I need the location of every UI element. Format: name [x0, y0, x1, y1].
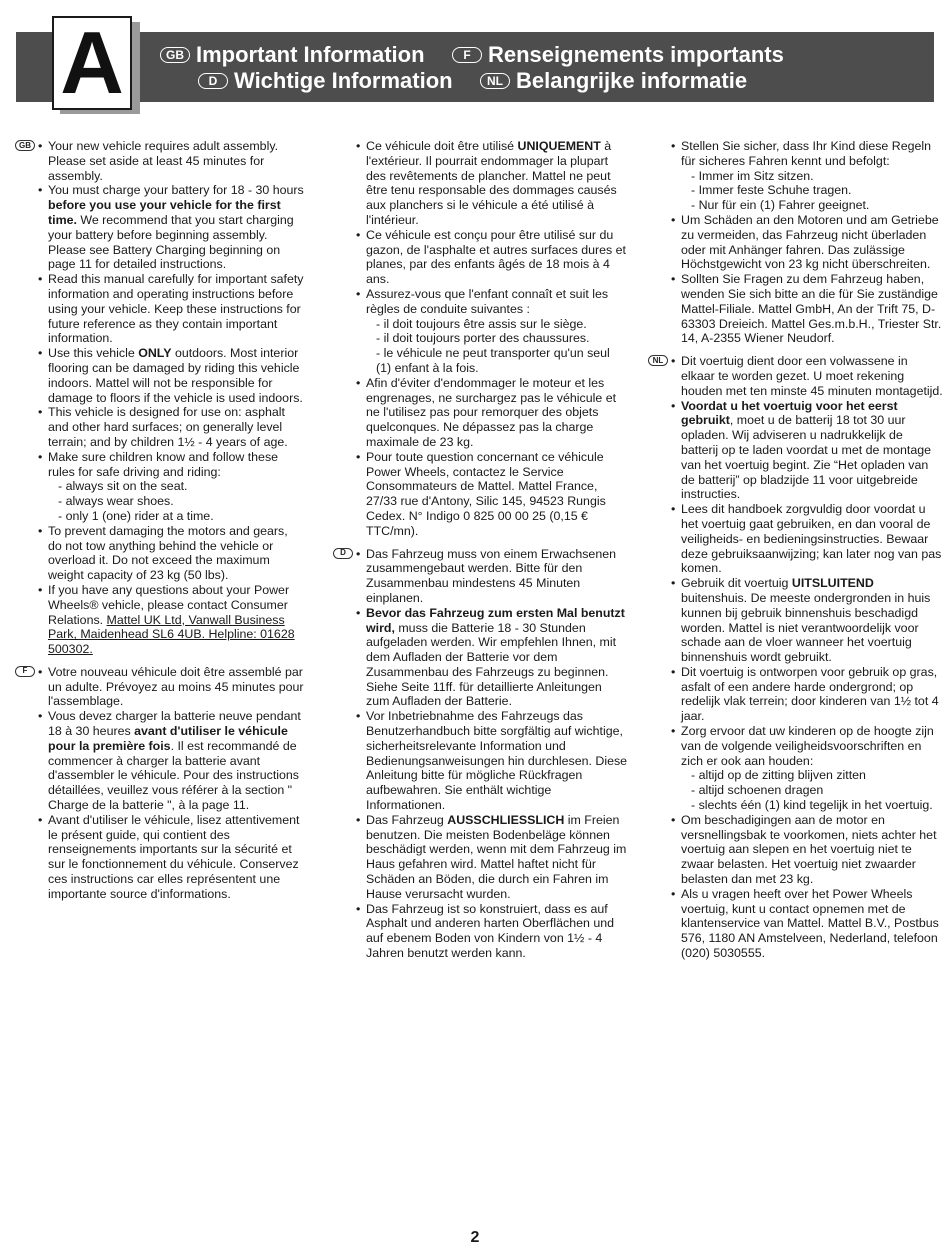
- f-badge: F: [15, 666, 35, 677]
- f-rule-1: - il doit toujours être assis sur le siège.: [376, 316, 587, 331]
- d-list-part-1: [366, 547, 628, 961]
- gb-item-4: • Use this vehicle ONLY outdoors. Most interior flooring can be damaged by riding this vehicle indoors. Mattel will not be responsible for damage to floors if the vehicle is used indoors.: [48, 346, 304, 405]
- gb-item-2: • You must charge your battery for 18 - 30 hours before you use your vehicle for the first time. We recommend that you start charging your battery before beginning assembly. Please see Battery Charging beginning on page 11 for detailed instructions.: [48, 183, 304, 272]
- d-item-2: • Bevor das Fahrzeug zum ersten Mal benutzt wird, muss die Batterie 18 - 30 Stunden aufgeladen werden. Wir empfehlen Ihnen, mit dem Aufladen der Batterie vor dem Zusammenbau des Fahrzeugs zu beginnen. Siehe Seite 11ff. für detaillierte Anleitungen zum Aufladen der Batterie.: [366, 606, 628, 710]
- section-f-continued: [366, 139, 628, 539]
- gb-language-badge: GB: [160, 47, 190, 63]
- nl-item-6: • Zorg ervoor dat uw kinderen op de hoogte zijn van de volgende veiligheidsvoorschriften en zich er ook aan houden: - altijd op de zitting blijven zitten - altijd schoenen dragen - slechts één (1) kind tegelijk in het voertuig.: [681, 724, 943, 813]
- title-d: [198, 68, 453, 94]
- d-rule-2: - Immer feste Schuhe tragen.: [691, 183, 852, 198]
- section-d-continued: [681, 139, 943, 346]
- gb-list: [48, 139, 304, 657]
- title-gb: [160, 42, 425, 68]
- d-item-4: • Das Fahrzeug AUSSCHLIESSLICH im Freien benutzen. Die meisten Bodenbeläge können beschädigt werden, wenn mit dem Fahrzeug im Haus gefahren wird. Mattel haftet nicht für Schäden an Böden, die durch ein Fahren im Hause verursacht wurden.: [366, 813, 628, 902]
- title-gb-text: Important Information: [196, 42, 425, 67]
- nl-item-5: • Dit voertuig is ontworpen voor gebruik op gras, asfalt of een andere harde ondergrond; op redelijk vlak terrein; door kinderen van 1½ tot 4 jaar.: [681, 665, 943, 724]
- nl-item-4: • Gebruik dit voertuig UITSLUITEND buitenshuis. De meeste ondergronden in huis kunnen bij gebruik binnenshuis beschadigd worden. Mattel is niet verantwoordelijk voor schade aan de vloer wanneer het voertuig binnenshuis wordt gebruikt.: [681, 576, 943, 665]
- column-1: [19, 139, 304, 902]
- nl-item-8: • Als u vragen heeft over het Power Wheels voertuig, kunt u contact opnemen met de klantenservice van Mattel. Mattel B.V., Postbus 576, 1180 AN Amstelveen, Nederland, telefoon (020) 5030555.: [681, 887, 943, 961]
- d-item-8: • Sollten Sie Fragen zu dem Fahrzeug haben, wenden Sie sich bitte an die für Sie zuständige Mattel-Filiale. Mattel GmbH, An der Trift 75, D-63303 Dreieich. Mattel Ges.m.b.H., Triester Str. 14, A-2355 Wiener Neudorf.: [681, 272, 943, 346]
- nl-rule-1: - altijd op de zitting blijven zitten: [691, 768, 866, 783]
- nl-item-2: • Voordat u het voertuig voor het eerst gebruikt, moet u de batterij 18 tot 30 uur opladen. Wij adviseren u nadrukkelijk de batterij op te laden voordat u met de montage van het voertuig begint. Zie “Het opladen van de batterij” op bladzijde 11 voor uitgebreide instructies.: [681, 399, 943, 503]
- d-item-3: • Vor Inbetriebnahme des Fahrzeugs das Benutzerhandbuch bitte sorgfältig auf wichtige, sicherheitsrelevante Information und Bedienungsanweisungen hin durchlesen. Diese Anleitung bitte für mögliche Rückfragen aufbewahren. Sie enthält wichtige Informationen.: [366, 709, 628, 813]
- f-rule-2: - il doit toujours porter des chaussures.: [376, 331, 590, 346]
- gb-item-7: • To prevent damaging the motors and gears, do not tow anything behind the vehicle or overload it. Do not exceed the maximum weight capacity of 23 kg (50 lbs).: [48, 524, 304, 583]
- gb-rules-list: [48, 479, 304, 523]
- title-f-text: Renseignements importants: [488, 42, 784, 67]
- f-list-part-2: [366, 139, 628, 539]
- d-item-7: • Um Schäden an den Motoren und am Getriebe zu vermeiden, das Fahrzeug nicht überladen oder mit Anhänger fahren. Das zulässige Höchstgewicht von 23 kg nicht überschreiten.: [681, 213, 943, 272]
- section-f: [22, 664, 304, 902]
- title-f: [452, 42, 784, 68]
- f-rule-3: - le véhicule ne peut transporter qu'un seul (1) enfant à la fois.: [376, 346, 610, 375]
- d-item-5: • Das Fahrzeug ist so konstruiert, dass es auf Asphalt und anderen harten Oberflächen und auf ebenem Boden von Kindern von 1½ - 4 Jahren benutzt werden kann.: [366, 902, 628, 961]
- column-2: [340, 139, 628, 961]
- d-item-1: • Das Fahrzeug muss von einem Erwachsenen zusammengebaut werden. Bitte für den Zusammenbau mindestens 45 Minuten einplanen.: [366, 547, 628, 606]
- gb-rule-3: - only 1 (one) rider at a time.: [58, 508, 214, 523]
- nl-item-1: • Dit voertuig dient door een volwassene in elkaar te worden gezet. U moet rekening houden met ten minste 45 minuten montagetijd.: [681, 354, 943, 398]
- f-language-badge: F: [452, 47, 482, 63]
- gb-contact-address: Mattel UK Ltd, Vanwall Business Park, Maidenhead SL6 4UB. Helpline: 01628 500302.: [48, 612, 295, 657]
- nl-language-badge: NL: [480, 73, 510, 89]
- f-item-7: • Afin d'éviter d'endommager le moteur et les engrenages, ne surchargez pas le véhicule et ne l'utilisez pas pour remorquer des objets quelconques. Ne dépassez pas la charge maximale de 23 kg.: [366, 376, 628, 450]
- gb-item-6: • Make sure children know and follow these rules for safe driving and riding: - always sit on the seat. - always wear shoes. - only 1 (one) rider at a time.: [48, 450, 304, 524]
- nl-item-3: • Lees dit handboek zorgvuldig door voordat u het voertuig gaat gebruiken, en dan vooral de veiligheids- en bedieningsinstructies. Bewaar deze gebruiksaanwijzing; kan later nog van pas komen.: [681, 502, 943, 576]
- d-rules-list: [681, 169, 943, 213]
- d-rule-3: - Nur für ein (1) Fahrer geeignet.: [691, 198, 870, 213]
- f-item-4: • Ce véhicule doit être utilisé UNIQUEMENT à l'extérieur. Il pourrait endommager la plupart des revêtements de plancher. Mattel ne peut être tenu responsable des dommages causés aux planchers si le véhicule a été utilisé à l'intérieur.: [366, 139, 628, 228]
- f-item-2: • Vous devez charger la batterie neuve pendant 18 à 30 heures avant d'utiliser le véhicule pour la première fois. Il est recommandé de commencer à charger la batterie avant d'assembler le véhicule. Pour des instructions détaillées, veuillez vous référer à la section " Charge de la batterie ", à la page 11.: [48, 709, 304, 813]
- page-number: 2: [470, 1229, 480, 1246]
- title-nl-text: Belangrijke informatie: [516, 68, 748, 93]
- gb-rule-2: - always wear shoes.: [58, 494, 174, 509]
- section-gb: [19, 139, 304, 657]
- section-d: [340, 546, 628, 961]
- gb-badge: GB: [15, 140, 35, 151]
- nl-badge: NL: [648, 355, 668, 366]
- f-rules-list: [366, 317, 628, 376]
- f-list-part-1: [48, 665, 304, 902]
- d-item-6: • Stellen Sie sicher, dass Ihr Kind diese Regeln für sicheres Fahren kennt und befolgt: - Immer im Sitz sitzen. - Immer feste Schuhe tragen. - Nur für ein (1) Fahrer geeignet.: [681, 139, 943, 213]
- f-item-5: • Ce véhicule est conçu pour être utilisé sur du gazon, de l'asphalte et autres surfaces dures et planes, par des enfants âgés de 18 mois à 4 ans.: [366, 228, 628, 287]
- nl-rule-2: - altijd schoenen dragen: [691, 783, 824, 798]
- title-d-text: Wichtige Information: [234, 68, 453, 93]
- section-nl: [652, 354, 943, 961]
- d-badge: D: [333, 548, 353, 559]
- nl-rules-list: [681, 768, 943, 812]
- gb-item-3: • Read this manual carefully for important safety information and operating instructions before using your vehicle. Keep these instructions for future reference as they contain important information.: [48, 272, 304, 346]
- gb-item-8: • If you have any questions about your Power Wheels® vehicle, please contact Consumer Relations. Mattel UK Ltd, Vanwall Business Park, Maidenhead SL6 4UB. Helpline: 01628 500302.: [48, 583, 304, 657]
- section-letter: A: [52, 16, 132, 110]
- nl-rule-3: - slechts één (1) kind tegelijk in het voertuig.: [691, 798, 933, 813]
- f-item-8: • Pour toute question concernant ce véhicule Power Wheels, contactez le Service Consommateurs de Mattel. Mattel France, 27/33 rue d'Antony, Silic 145, 94523 Rungis Cedex. N° Indigo 0 825 00 00 25 (0,15 € TTC/mn).: [366, 450, 628, 539]
- column-3: [652, 139, 943, 961]
- d-language-badge: D: [198, 73, 228, 89]
- f-item-3: • Avant d'utiliser le véhicule, lisez attentivement le présent guide, qui contient des renseignements importants sur la sécurité et sur le fonctionnement du véhicule. Conservez ces instructions car elles représentent une importante source d'informations.: [48, 813, 304, 902]
- d-rule-1: - Immer im Sitz sitzen.: [691, 168, 814, 183]
- gb-rule-1: - always sit on the seat.: [58, 479, 188, 494]
- nl-list: [681, 354, 943, 961]
- gb-item-5: • This vehicle is designed for use on: asphalt and other hard surfaces; on generally level terrain; and by children 1½ - 4 years of age.: [48, 405, 304, 449]
- d-list-part-2: [681, 139, 943, 346]
- f-item-1: • Votre nouveau véhicule doit être assemblé par un adulte. Prévoyez au moins 45 minutes pour l'assemblage.: [48, 665, 304, 709]
- f-item-6: • Assurez-vous que l'enfant connaît et suit les règles de conduite suivantes : - il doit toujours être assis sur le siège. - il doit toujours porter des chaussures. - le véhicule ne peut transporter qu'un seul (1) enfant à la fois.: [366, 287, 628, 376]
- gb-item-1: • Your new vehicle requires adult assembly. Please set aside at least 45 minutes for assembly.: [48, 139, 304, 183]
- nl-item-7: • Om beschadigingen aan de motor en versnellingsbak te voorkomen, niets achter het voertuig aan slepen en het voertuig niet te zwaar belasten. Het voertuig niet zwaarder belasten dan met 23 kg.: [681, 813, 943, 887]
- title-nl: [480, 68, 747, 94]
